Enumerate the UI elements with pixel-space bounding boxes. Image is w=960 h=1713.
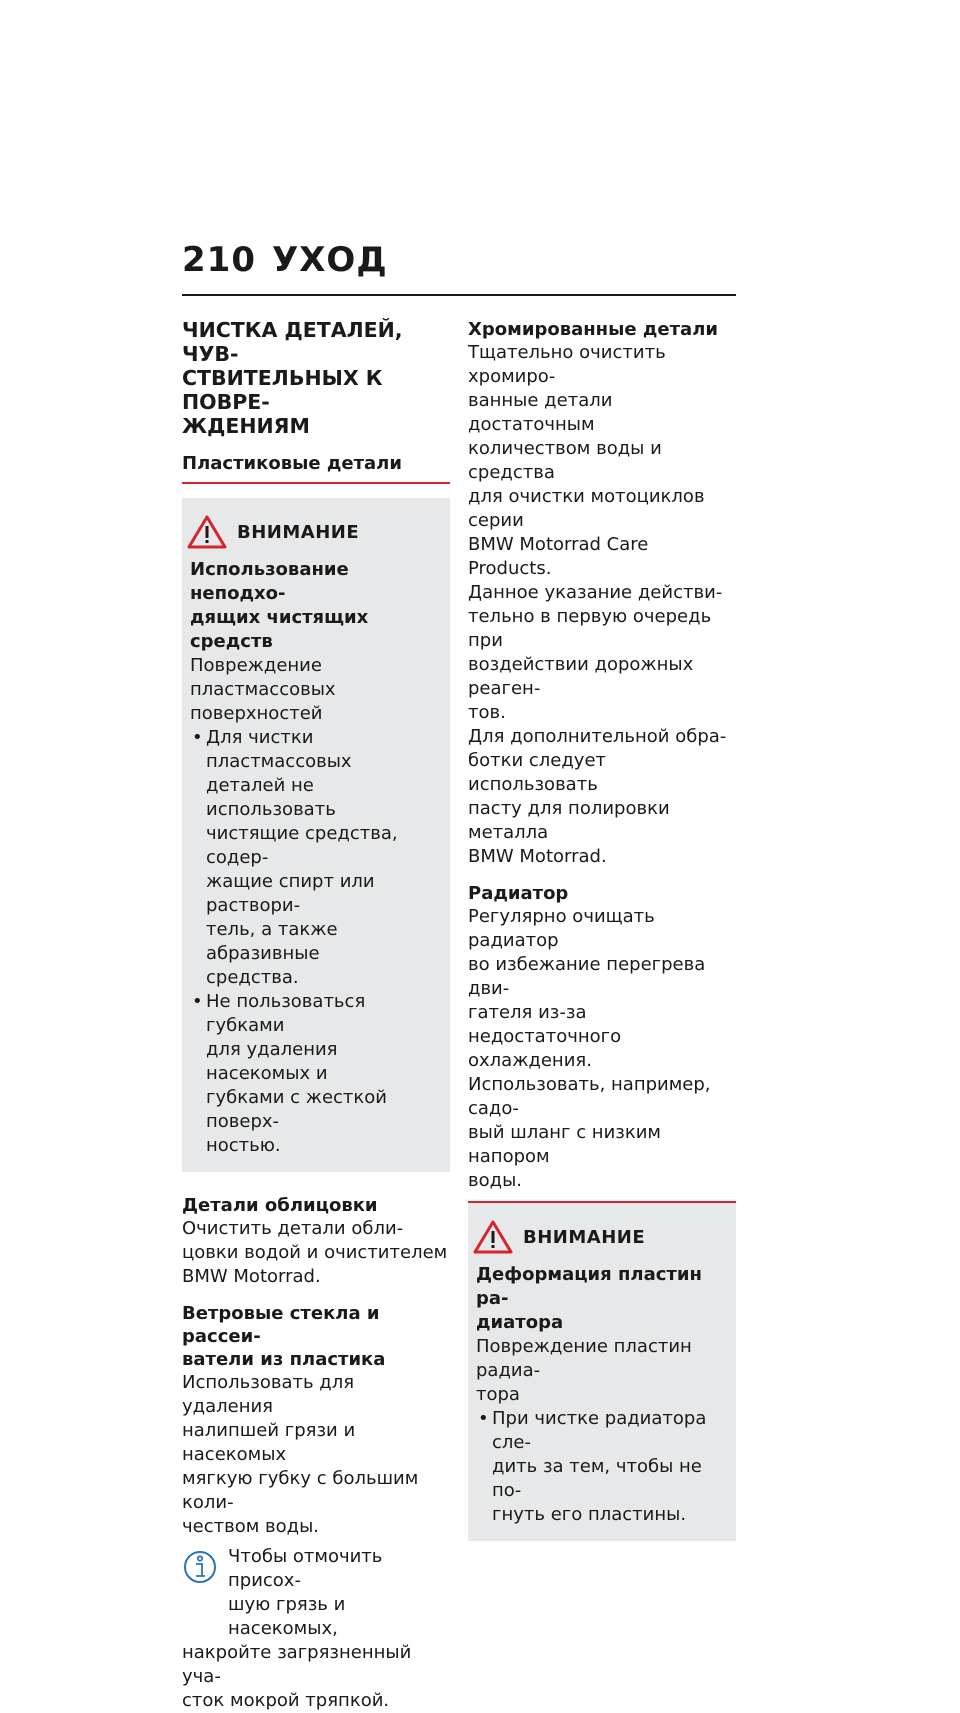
warning-triangle-icon bbox=[187, 515, 227, 549]
section-title: ЧИСТКА ДЕТАЛЕЙ, ЧУВ- СТВИТЕЛЬНЫХ К ПОВРЕ- ЖДЕНИЯМ bbox=[182, 318, 403, 438]
bullet-item: • Не пользоваться губками для удаления насекомых и губками с жесткой поверх- ностью. bbox=[190, 990, 436, 1158]
warning-triangle-icon bbox=[473, 1220, 513, 1254]
page-number: 210 bbox=[182, 240, 256, 280]
warning-title: Деформация пластин ра- диатора bbox=[476, 1264, 702, 1333]
plastic-heading: Пластиковые детали bbox=[182, 452, 450, 484]
warning-header bbox=[190, 512, 436, 552]
bullet-item: • При чистке радиатора сле- дить за тем, чтобы не по- гнуть его пластины. bbox=[476, 1407, 722, 1527]
windshield-text: Использовать для удаления налипшей грязи и насекомых мягкую губку с большим коли- чеством воды. bbox=[182, 1372, 419, 1537]
chrome-text: Тщательно очистить хромиро- ванные детали достаточным количеством воды и средства для очистки мотоциклов серии BMW Motorrad Care Products. Данное указание действи- тельно в первую очередь при воздействии дорожных реаген- тов. Для дополнительной обра- ботки следует использовать пасту для полировки металла BMW Motorrad. bbox=[468, 342, 727, 867]
warning-header bbox=[476, 1217, 722, 1257]
warning-label: ВНИМАНИЕ bbox=[523, 1226, 646, 1248]
left-column bbox=[182, 318, 450, 1713]
warning-consequence: Повреждение пластмассовых поверхностей bbox=[190, 655, 336, 724]
warning-label: ВНИМАНИЕ bbox=[237, 521, 360, 543]
radiator-text: Регулярно очищать радиатор во избежание перегрева дви- гателя из-за недостаточного охлаждения. Использовать, например, садо- вый шланг с низким напором воды. bbox=[468, 906, 711, 1191]
warning-box-radiator bbox=[468, 1201, 736, 1541]
chapter-title: УХОД bbox=[272, 240, 388, 280]
fairing-heading: Детали облицовки bbox=[182, 1195, 378, 1216]
right-column bbox=[468, 318, 736, 1541]
warning-title: Использование неподхо- дящих чистящих средств bbox=[190, 559, 369, 652]
warning-bullets bbox=[476, 1407, 722, 1527]
bullet-item: • Для чистки пластмассовых деталей не использовать чистящие средства, содер- жащие спирт или раствори- тель, а также абразивные средства. bbox=[190, 726, 436, 990]
header-rule bbox=[182, 294, 736, 296]
info-note: Чтобы отмочить присох- шую грязь и насекомых, накройте загрязненный уча- сток мокрой тряпкой. bbox=[182, 1546, 412, 1711]
radiator-heading: Радиатор bbox=[468, 883, 569, 904]
warning-consequence: Повреждение пластин радиа- тора bbox=[476, 1336, 692, 1405]
chrome-heading: Хромированные детали bbox=[468, 319, 718, 340]
fairing-text: Очистить детали обли- цовки водой и очистителем BMW Motorrad. bbox=[182, 1218, 448, 1287]
warning-bullets bbox=[190, 726, 436, 1158]
info-icon bbox=[182, 1547, 218, 1587]
windshield-heading: Ветровые стекла и рассеи- ватели из пластика bbox=[182, 1303, 386, 1370]
warning-box-plastic bbox=[182, 498, 450, 1172]
